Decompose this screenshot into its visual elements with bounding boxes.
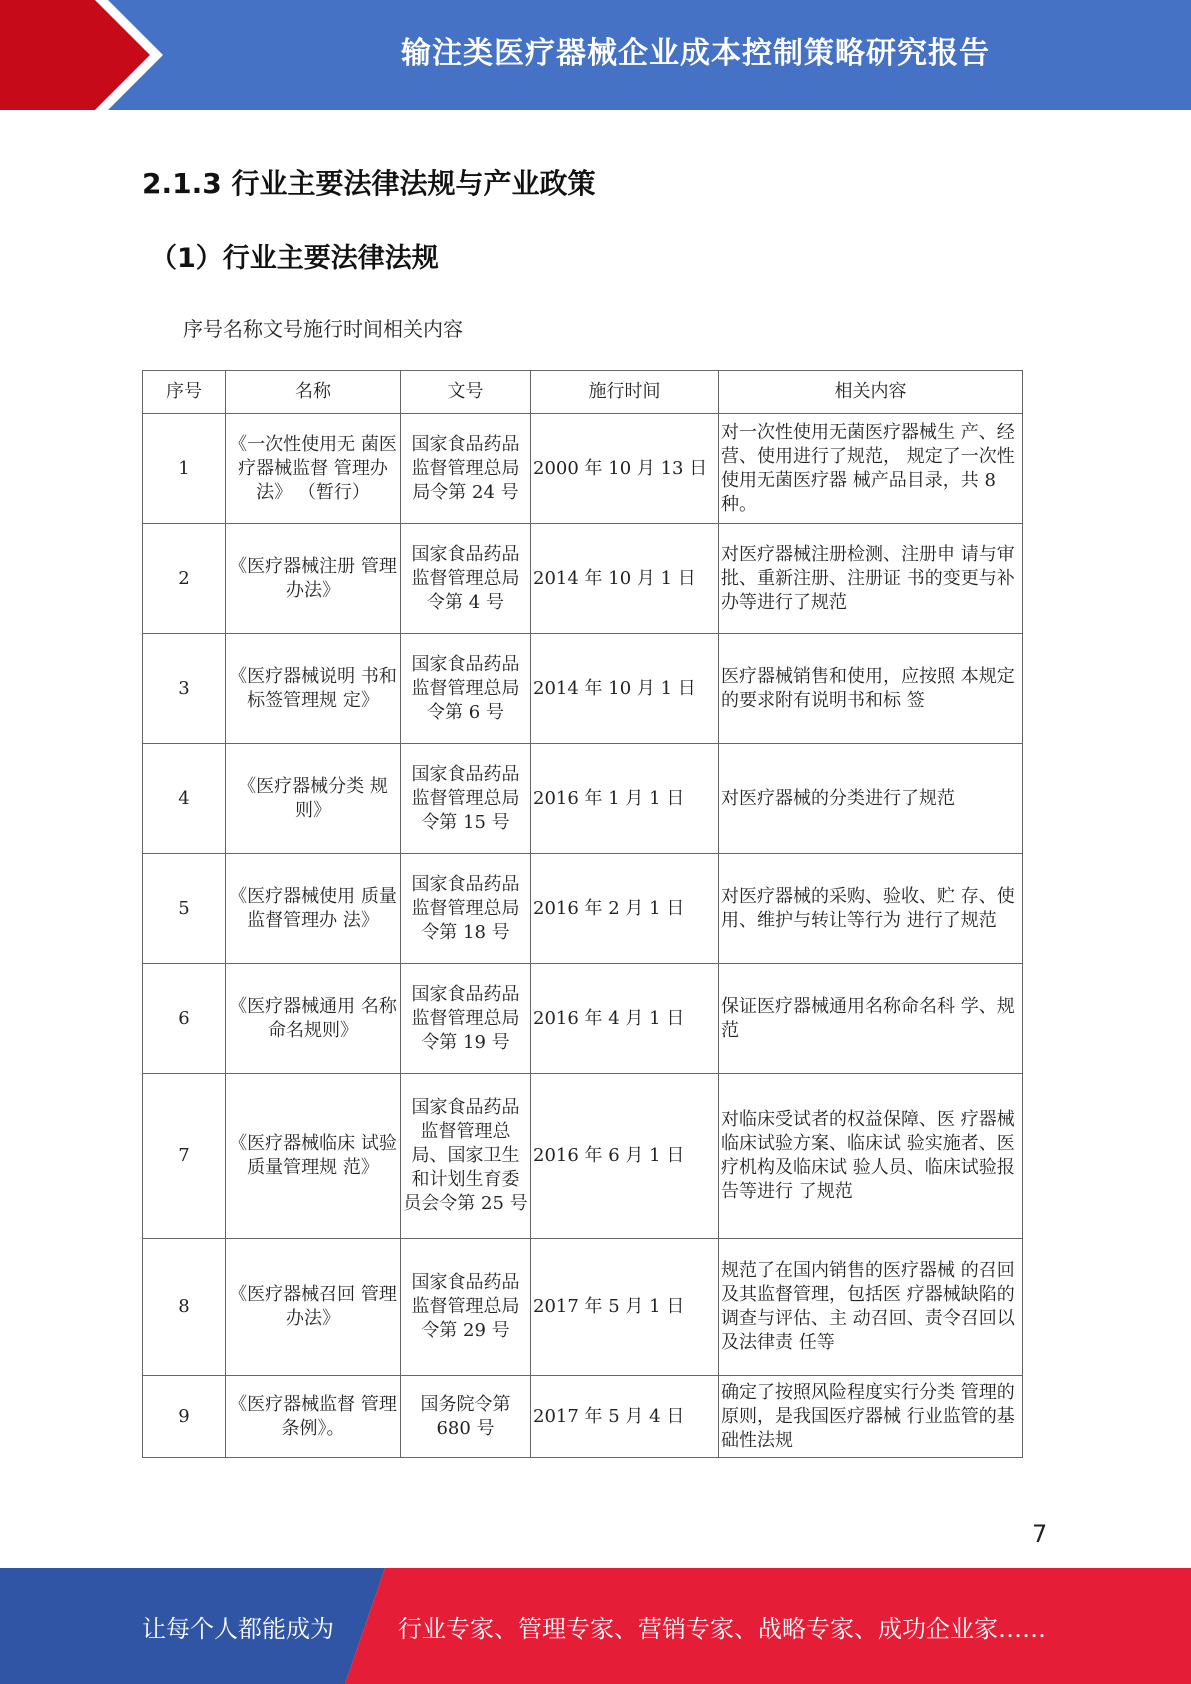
- cell-no: 8: [143, 1239, 226, 1376]
- cell-doc: 国家食品药品监督管理总局令第 19 号: [401, 964, 531, 1074]
- cell-name: 《医疗器械通用 名称命名规则》: [226, 964, 401, 1074]
- table-row: [143, 524, 1023, 634]
- cell-name: 《医疗器械分类 规则》: [226, 744, 401, 854]
- cell-date: 2014 年 10 月 1 日: [531, 524, 719, 634]
- cell-no: 1: [143, 414, 226, 524]
- header-date: 施行时间: [531, 371, 719, 414]
- table-caption: 序号名称文号施行时间相关内容: [183, 317, 463, 341]
- cell-no: 2: [143, 524, 226, 634]
- page-footer: [0, 1568, 1191, 1684]
- report-title: 输注类医疗器械企业成本控制策略研究报告: [401, 36, 990, 71]
- cell-date: 2000 年 10 月 13 日: [531, 414, 719, 524]
- header-doc: 文号: [401, 371, 531, 414]
- cell-desc: 规范了在国内销售的医疗器械 的召回及其监督管理，包括医 疗器械缺陷的调查与评估、主 动召回、责令召回以及法律责 任等: [719, 1239, 1023, 1376]
- header-name: 名称: [226, 371, 401, 414]
- table-row: [143, 854, 1023, 964]
- cell-no: 6: [143, 964, 226, 1074]
- cell-no: 3: [143, 634, 226, 744]
- cell-no: 4: [143, 744, 226, 854]
- cell-desc: 医疗器械销售和使用，应按照 本规定的要求附有说明书和标 签: [719, 634, 1023, 744]
- cell-doc: 国家食品药品监督管理总局令第 15 号: [401, 744, 531, 854]
- cell-desc: 确定了按照风险程度实行分类 管理的原则，是我国医疗器械 行业监管的基础性法规: [719, 1376, 1023, 1458]
- section-heading: 2.1.3 行业主要法律法规与产业政策: [142, 167, 596, 200]
- cell-no: 7: [143, 1074, 226, 1239]
- cell-desc: 对医疗器械的分类进行了规范: [719, 744, 1023, 854]
- cell-date: 2017 年 5 月 4 日: [531, 1376, 719, 1458]
- cell-date: 2016 年 6 月 1 日: [531, 1074, 719, 1239]
- cell-desc: 对医疗器械注册检测、注册申 请与审批、重新注册、注册证 书的变更与补办等进行了规范: [719, 524, 1023, 634]
- cell-date: 2017 年 5 月 1 日: [531, 1239, 719, 1376]
- cell-name: 《医疗器械说明 书和标签管理规 定》: [226, 634, 401, 744]
- table-row: [143, 414, 1023, 524]
- cell-date: 2014 年 10 月 1 日: [531, 634, 719, 744]
- header-no: 序号: [143, 371, 226, 414]
- cell-desc: 保证医疗器械通用名称命名科 学、规范: [719, 964, 1023, 1074]
- cell-doc: 国家食品药品监督管理总局令第 6 号: [401, 634, 531, 744]
- footer-slogan-left: 让每个人都能成为: [142, 1614, 334, 1643]
- cell-doc: 国家食品药品监督管理总局令第 18 号: [401, 854, 531, 964]
- table-row: [143, 744, 1023, 854]
- page-number: 7: [1032, 1520, 1048, 1548]
- table-row: [143, 1074, 1023, 1239]
- cell-date: 2016 年 1 月 1 日: [531, 744, 719, 854]
- cell-doc: 国家食品药品监督管理总局、国家卫生和计划生育委员会令第 25 号: [401, 1074, 531, 1239]
- table-row: [143, 964, 1023, 1074]
- cell-date: 2016 年 4 月 1 日: [531, 964, 719, 1074]
- laws-table: [142, 370, 1023, 1458]
- cell-name: 《一次性使用无 菌医疗器械监督 管理办法》 （暂行）: [226, 414, 401, 524]
- table-header-row: [143, 371, 1023, 414]
- cell-doc: 国家食品药品监督管理总局令第 29 号: [401, 1239, 531, 1376]
- footer-slogan-right: 行业专家、管理专家、营销专家、战略专家、成功企业家……: [398, 1614, 1046, 1643]
- cell-no: 9: [143, 1376, 226, 1458]
- header-desc: 相关内容: [719, 371, 1023, 414]
- cell-doc: 国务院令第 680 号: [401, 1376, 531, 1458]
- page-header: [0, 0, 1191, 110]
- cell-desc: 对临床受试者的权益保障、医 疗器械临床试验方案、临床试 验实施者、医疗机构及临床试 验人员、临床试验报告等进行 了规范: [719, 1074, 1023, 1239]
- cell-name: 《医疗器械临床 试验质量管理规 范》: [226, 1074, 401, 1239]
- table-row: [143, 634, 1023, 744]
- sub-heading: （1）行业主要法律法规: [150, 243, 439, 274]
- cell-name: 《医疗器械注册 管理办法》: [226, 524, 401, 634]
- cell-doc: 国家食品药品监督管理总局局令第 24 号: [401, 414, 531, 524]
- table-row: [143, 1376, 1023, 1458]
- cell-date: 2016 年 2 月 1 日: [531, 854, 719, 964]
- cell-name: 《医疗器械监督 管理条例》。: [226, 1376, 401, 1458]
- cell-doc: 国家食品药品监督管理总局令第 4 号: [401, 524, 531, 634]
- cell-name: 《医疗器械召回 管理办法》: [226, 1239, 401, 1376]
- table-row: [143, 1239, 1023, 1376]
- cell-desc: 对一次性使用无菌医疗器械生 产、经营、使用进行了规范， 规定了一次性使用无菌医疗器 械产品目录，共 8 种。: [719, 414, 1023, 524]
- cell-desc: 对医疗器械的采购、验收、贮 存、使用、维护与转让等行为 进行了规范: [719, 854, 1023, 964]
- cell-name: 《医疗器械使用 质量监督管理办 法》: [226, 854, 401, 964]
- cell-no: 5: [143, 854, 226, 964]
